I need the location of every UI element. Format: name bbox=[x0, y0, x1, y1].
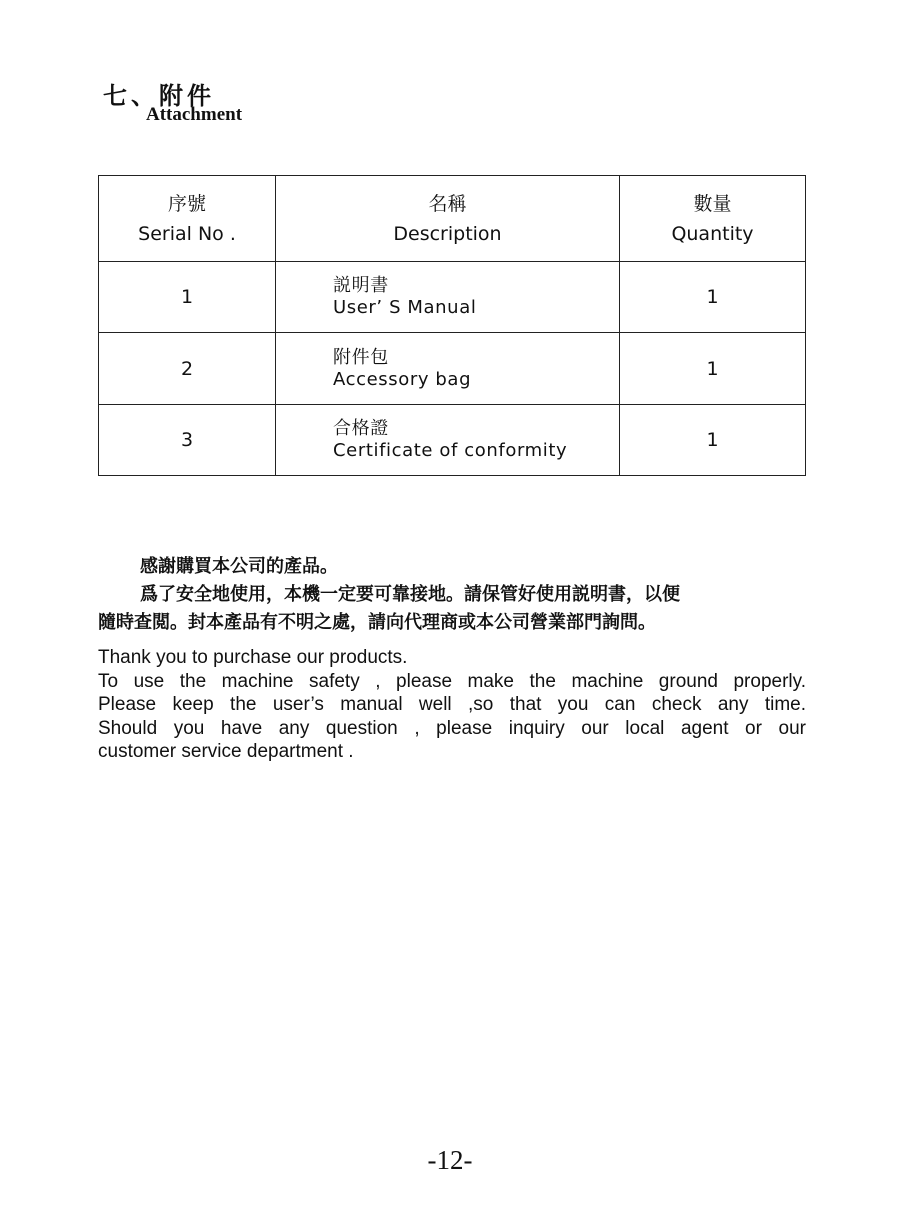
notice-en-line: To use the machine safety , please make the machine ground properly. bbox=[98, 670, 806, 692]
attachment-table bbox=[98, 175, 806, 476]
notice-zh-line: 隨時查閲。封本產品有不明之處，請向代理商或本公司營業部門詢問。 bbox=[98, 612, 656, 633]
table-header-row bbox=[99, 176, 806, 262]
description-zh: 合格證 bbox=[333, 418, 389, 439]
section-subtitle: Attachment bbox=[146, 104, 243, 125]
description-en: Accessory bag bbox=[333, 368, 472, 390]
table-row bbox=[99, 262, 806, 333]
notice-english bbox=[98, 646, 806, 764]
quantity-cell: 1 bbox=[620, 262, 806, 333]
description-zh: 附件包 bbox=[333, 346, 389, 368]
header-quantity bbox=[620, 176, 806, 262]
table-row bbox=[99, 405, 806, 476]
description-cell bbox=[276, 405, 620, 476]
notice-chinese bbox=[98, 553, 818, 637]
header-serial-en: Serial No . bbox=[138, 222, 236, 245]
notice-en-line: Should you have any question , please inquiry our local agent or our bbox=[98, 717, 806, 739]
header-description-zh: 名稱 bbox=[428, 192, 467, 215]
header-description bbox=[276, 176, 620, 262]
notice-zh-line: 爲了安全地使用，本機一定要可靠接地。請保管好使用説明書，以便 bbox=[140, 584, 680, 605]
serial-cell: 3 bbox=[99, 405, 276, 476]
notice-en-line: Please keep the user’s manual well ,so that you can check any time. bbox=[98, 694, 806, 715]
page-number: -12- bbox=[427, 1145, 473, 1175]
header-description-en: Description bbox=[393, 222, 502, 245]
header-serial bbox=[99, 176, 276, 262]
header-quantity-en: Quantity bbox=[671, 222, 754, 245]
quantity-cell: 1 bbox=[620, 405, 806, 476]
description-cell bbox=[276, 262, 620, 333]
notice-en-line: Thank you to purchase our products. bbox=[98, 647, 408, 668]
header-serial-zh: 序號 bbox=[167, 192, 206, 215]
serial-cell: 2 bbox=[99, 333, 276, 405]
table-row bbox=[99, 333, 806, 405]
description-zh: 説明書 bbox=[333, 275, 389, 296]
description-en: Certificate of conformity bbox=[333, 440, 568, 461]
serial-cell: 1 bbox=[99, 262, 276, 333]
description-cell bbox=[276, 333, 620, 405]
section-title: 七、附件 bbox=[103, 81, 215, 110]
description-en: User’ S Manual bbox=[333, 297, 477, 318]
quantity-cell: 1 bbox=[620, 333, 806, 405]
header-quantity-zh: 數量 bbox=[693, 192, 732, 215]
notice-zh-line: 感謝購買本公司的產品。 bbox=[140, 556, 338, 577]
notice-en-line: customer service department . bbox=[98, 741, 354, 762]
